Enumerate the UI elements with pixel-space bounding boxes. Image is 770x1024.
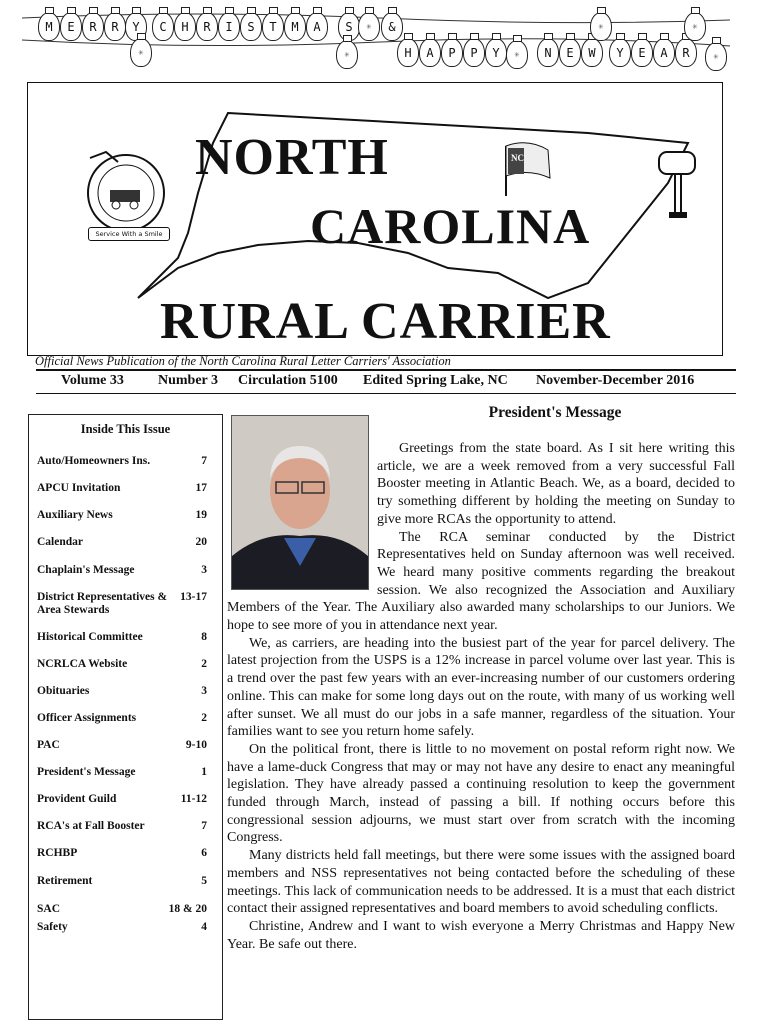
toc-item-label: Chaplain's Message bbox=[37, 564, 135, 576]
toc-item-label: Obituaries bbox=[37, 685, 90, 697]
letter-bulb: P bbox=[441, 38, 463, 67]
mailbox-icon bbox=[653, 148, 703, 223]
letter-bulb: N bbox=[537, 38, 559, 67]
toc-item-label: RCA's at Fall Booster bbox=[37, 820, 145, 832]
letter-bulb: H bbox=[174, 12, 196, 41]
flag-label: NC bbox=[511, 153, 524, 163]
toc-item-label: President's Message bbox=[37, 766, 136, 778]
circulation: Circulation 5100 bbox=[238, 373, 338, 388]
article-body bbox=[227, 440, 735, 953]
letter-bulb: R bbox=[82, 12, 104, 41]
ornament-bulb: ✳ bbox=[590, 12, 612, 41]
toc-item-label: PAC bbox=[37, 739, 60, 751]
letter-bulb: I bbox=[218, 12, 240, 41]
article-paragraph: The RCA seminar conducted by the District Representatives held on Sunday afternoon was well received. We heard many positive comments regarding the breakout session. We also recognized the Association and Auxiliary Members of the Year. The Auxiliary also awarded many scholarships to our Juniors. We hope to see more of you in attendance next year. bbox=[227, 529, 735, 634]
letter-bulb: W bbox=[581, 38, 603, 67]
letter-bulb: Y bbox=[125, 12, 147, 41]
toc-item-label: Safety bbox=[37, 921, 68, 933]
article-paragraph: On the political front, there is little to no movement on postal reform right now. We have a lame-duck Congress that may or may not have any desire to enact any meaningful legislation. They have already passed a continuing resolution to keep the government funded through March, instead of passing a bill. If nothing occurs before this congressional session adjourns, we must start over from scratch with the incoming Congress. bbox=[227, 741, 735, 846]
toc-item-page: 9-10 bbox=[185, 739, 207, 751]
toc-item-page: 19 bbox=[195, 509, 207, 521]
letter-bulb: T bbox=[262, 12, 284, 41]
toc-item-page: 3 bbox=[201, 685, 207, 697]
logo-motto: Service With a Smile bbox=[88, 227, 170, 241]
issue-info-bar bbox=[36, 369, 736, 394]
title-north: NORTH bbox=[195, 129, 389, 186]
edited-location: Edited Spring Lake, NC bbox=[363, 373, 508, 388]
letter-bulb: E bbox=[60, 12, 82, 41]
toc-item-page: 5 bbox=[201, 875, 207, 887]
letter-bulb: R bbox=[675, 38, 697, 67]
ornament-bulb: ✳ bbox=[684, 12, 706, 41]
toc-item-page: 7 bbox=[201, 820, 207, 832]
inside-this-issue bbox=[28, 414, 223, 1020]
letter-bulb: E bbox=[559, 38, 581, 67]
toc-item-page: 8 bbox=[201, 631, 207, 643]
letter-bulb: S bbox=[338, 12, 360, 41]
ornament-bulb: ✳ bbox=[336, 40, 358, 69]
article-title: President's Message bbox=[488, 404, 622, 421]
toc-item-label: APCU Invitation bbox=[37, 482, 121, 494]
toc-item-label: Retirement bbox=[37, 875, 93, 887]
ornament-bulb: ✳ bbox=[506, 40, 528, 69]
toc-item-page: 7 bbox=[201, 455, 207, 467]
toc-item-page: 3 bbox=[201, 564, 207, 576]
volume: Volume 33 bbox=[61, 373, 124, 388]
toc-item-label: RCHBP bbox=[37, 847, 78, 859]
toc-title: Inside This Issue bbox=[80, 422, 171, 436]
letter-bulb: & bbox=[381, 12, 403, 41]
nc-flag-icon bbox=[498, 138, 558, 198]
toc-item-page: 18 & 20 bbox=[168, 903, 207, 915]
toc-item-page: 2 bbox=[201, 712, 207, 724]
toc-item-page: 6 bbox=[201, 847, 207, 859]
ornament-bulb: ✳ bbox=[130, 38, 152, 67]
toc-item-page: 11-12 bbox=[180, 793, 207, 805]
toc-item-page: 4 bbox=[201, 921, 207, 933]
letter-bulb: M bbox=[284, 12, 306, 41]
letter-bulb: R bbox=[196, 12, 218, 41]
toc-item-page: 1 bbox=[201, 766, 207, 778]
letter-bulb: P bbox=[463, 38, 485, 67]
toc-item-page: 20 bbox=[195, 536, 207, 548]
issue-date: November-December 2016 bbox=[536, 373, 695, 388]
title-rural-carrier: RURAL CARRIER bbox=[160, 293, 611, 350]
toc-item-page: 13-17 bbox=[180, 591, 207, 603]
toc-item-label: Auto/Homeowners Ins. bbox=[37, 455, 151, 467]
toc-item-label: District Representatives & Area Stewards bbox=[37, 591, 168, 616]
letter-bulb: R bbox=[104, 12, 126, 41]
toc-item-label: NCRLCA Website bbox=[37, 658, 128, 670]
letter-bulb: C bbox=[152, 12, 174, 41]
toc-item-page: 2 bbox=[201, 658, 207, 670]
letter-bulb: A bbox=[419, 38, 441, 67]
letter-bulb: Y bbox=[485, 38, 507, 67]
letter-bulb: E bbox=[631, 38, 653, 67]
toc-item-label: Officer Assignments bbox=[37, 712, 137, 724]
letter-bulb: S bbox=[240, 12, 262, 41]
number: Number 3 bbox=[158, 373, 219, 388]
article-paragraph: Many districts held fall meetings, but there were some issues with the assigned board members and NSS representatives not being contacted before the scheduling of these meetings. This lack of communication needs to be addressed. It is a must that each district contact their assigned representatives and board members to avoid scheduling conflicts. bbox=[227, 848, 735, 917]
letter-bulb: Y bbox=[609, 38, 631, 67]
ornament-bulb: ✳ bbox=[705, 42, 727, 71]
toc-item-label: Calendar bbox=[37, 536, 83, 548]
letter-bulb: A bbox=[306, 12, 328, 41]
letter-bulb: M bbox=[38, 12, 60, 41]
toc-item-label: SAC bbox=[37, 903, 61, 915]
article-paragraph: Greetings from the state board. As I sit here writing this article, we are a week removed from a very successful Fall Booster meeting in Atlantic Beach. We, as a board, decided to try something different by holding the meeting on Sunday to give more RCAs the opportunity to attend. bbox=[377, 441, 735, 527]
ornament-bulb: ✳ bbox=[358, 12, 380, 41]
tagline: Official News Publication of the North Carolina Rural Letter Carriers' Association bbox=[35, 354, 451, 368]
toc-item-label: Provident Guild bbox=[37, 793, 117, 805]
letter-bulb: A bbox=[653, 38, 675, 67]
toc-item-label: Historical Committee bbox=[37, 631, 143, 643]
letter-bulb: H bbox=[397, 38, 419, 67]
title-carolina: CAROLINA bbox=[310, 198, 591, 254]
article-paragraph: Christine, Andrew and I want to wish everyone a Merry Christmas and Happy New Year. Be safe out there. bbox=[227, 918, 735, 952]
toc-item-label: Auxiliary News bbox=[37, 509, 113, 521]
toc-item-page: 17 bbox=[195, 482, 207, 494]
article-paragraph: We, as carriers, are heading into the busiest part of the year for parcel delivery. The latest projection from the USPS is a 12% increase in parcel volume over last year. This is a trend over the past few years with an ever-increasing number of our customers ordering online. This can make for some long days out on the route, with many of us working well after sunset. We all must do our jobs in a safe manner, regardless of the situation. Your families want to see you return home safely. bbox=[227, 635, 735, 740]
